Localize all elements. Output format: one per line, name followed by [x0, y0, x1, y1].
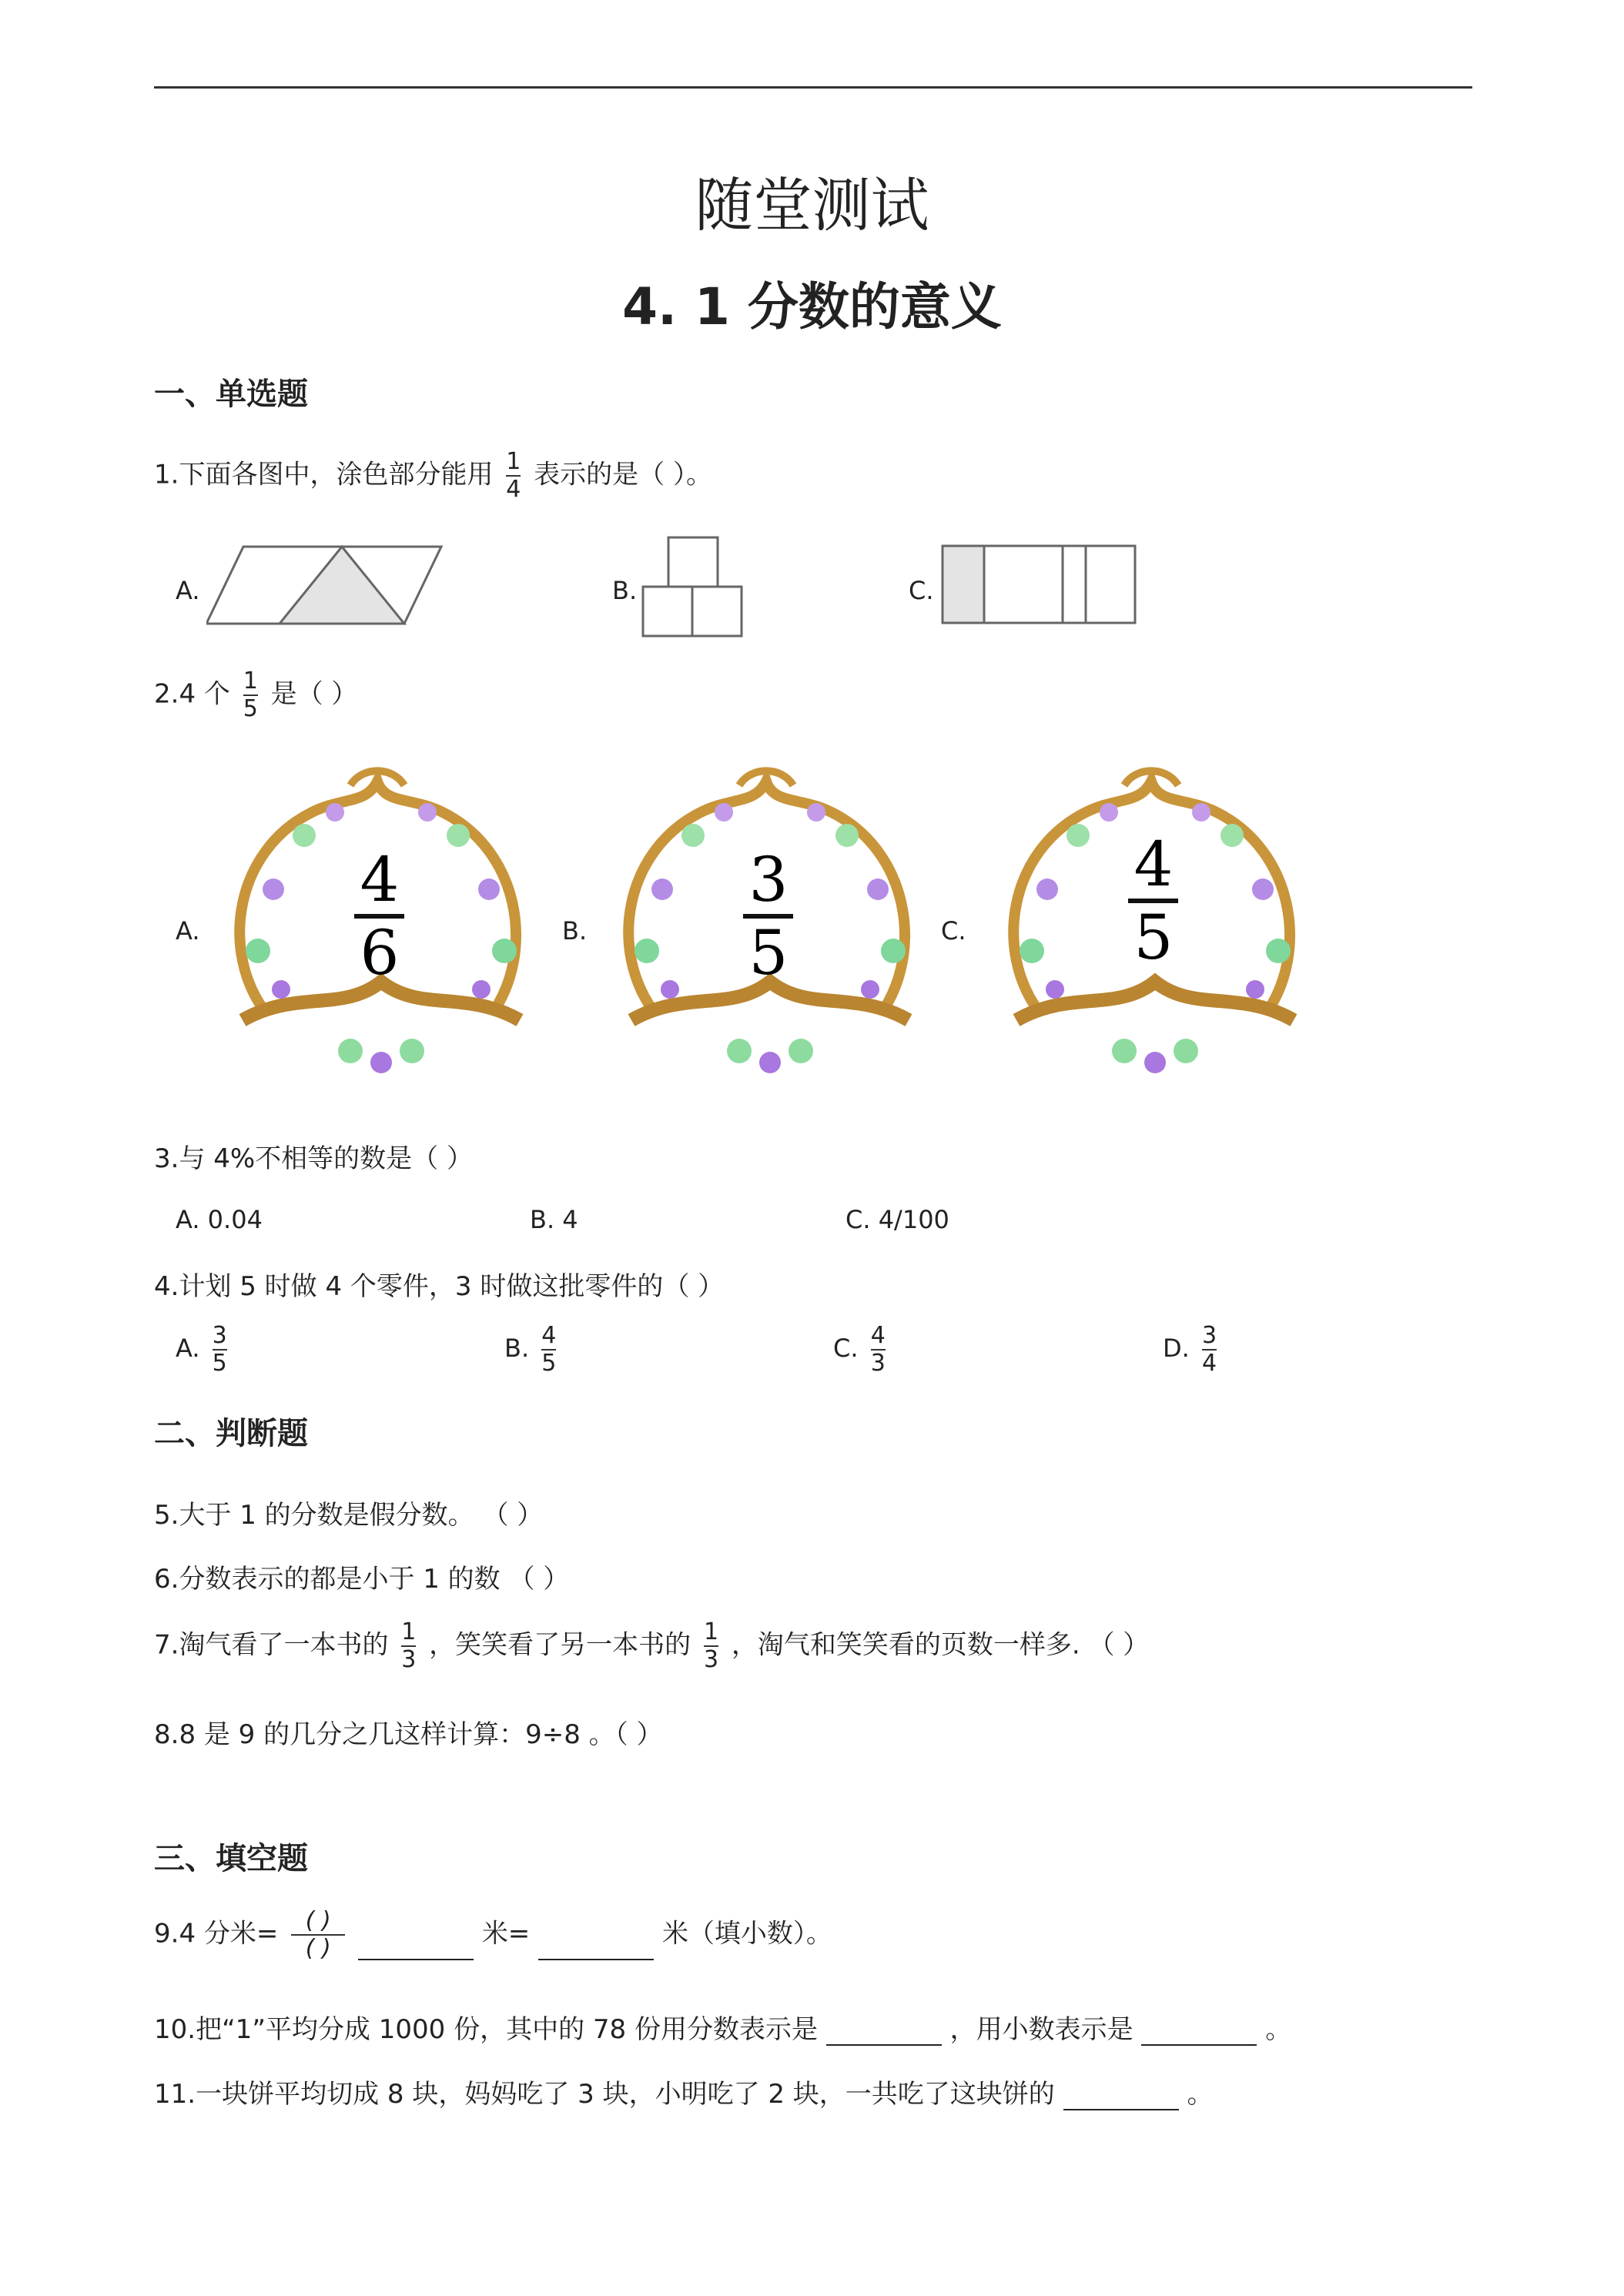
answer-blank[interactable] [358, 1936, 474, 1960]
header-rule [154, 86, 1472, 89]
question-11-text-1: 11.一块饼平均切成 8 块，妈妈吃了 3 块，小明吃了 2 块，一共吃了这块饼的 [154, 2079, 1055, 2110]
question-2 [154, 670, 357, 721]
question-8: 8.8 是 9 的几分之几这样计算：9÷8 。（ ） [154, 1719, 663, 1750]
question-1-suffix: 表示的是（ ）。 [534, 459, 712, 490]
question-2-fraction [243, 670, 258, 721]
question-9-text-2: 米= [481, 1918, 531, 1950]
fraction-denominator: 4 [506, 476, 521, 503]
q4-option-b[interactable] [504, 1324, 561, 1375]
fraction-denominator: 5 [212, 1350, 227, 1377]
fraction-numerator: 4 [870, 1322, 886, 1349]
question-1-fraction [506, 450, 521, 501]
question-9-text-1: 9.4 分米= [154, 1918, 279, 1950]
question-9-text-3: 米（填小数）。 [661, 1918, 832, 1950]
question-10-text-1: 10.把“1”平均分成 1000 份，其中的 78 份用分数表示是 [154, 2014, 818, 2045]
question-2-prefix: 2.4 个 [154, 678, 230, 710]
fraction-numerator-blank[interactable]: ( ) [305, 1907, 331, 1934]
q4-option-c-label: C. [833, 1334, 859, 1363]
q3-option-a[interactable]: A. 0.04 [176, 1205, 263, 1234]
q4-option-a-fraction [213, 1324, 227, 1375]
question-6: 6.分数表示的都是小于 1 的数 （ ） [154, 1564, 570, 1595]
fraction-numerator: 1 [703, 1618, 719, 1645]
q4-option-d-fraction [1202, 1324, 1217, 1375]
q1-option-c-rectangle-figure [939, 543, 1140, 628]
q4-option-c-fraction [871, 1324, 886, 1375]
q2-option-b-denominator: 5 [748, 917, 789, 989]
q4-option-d-label: D. [1163, 1334, 1190, 1363]
q3-option-c[interactable]: C. 4/100 [845, 1205, 949, 1234]
q1-option-b-squares-figure [639, 535, 747, 643]
fraction-numerator: 1 [401, 1618, 417, 1645]
q2-option-c-denominator: 5 [1133, 902, 1174, 973]
answer-blank[interactable] [1063, 2086, 1179, 2110]
question-7-text-2: ，笑笑看了另一本书的 [429, 1629, 691, 1661]
section-heading-fill-in: 三、填空题 [154, 1840, 308, 1876]
question-1-prefix: 1.下面各图中，涂色部分能用 [154, 459, 494, 490]
question-11 [154, 2073, 1213, 2110]
question-11-text-2: 。 [1187, 2079, 1214, 2110]
answer-blank[interactable] [826, 2021, 942, 2046]
q2-option-a-denominator: 6 [360, 917, 400, 989]
q1-option-a-label[interactable]: A. [176, 576, 200, 605]
q4-option-d[interactable] [1163, 1324, 1221, 1375]
q2-option-b-numerator: 3 [748, 844, 789, 915]
question-10 [154, 2008, 1291, 2046]
q4-option-c[interactable] [833, 1324, 890, 1375]
fraction-numerator: 4 [541, 1322, 557, 1349]
question-3: 3.与 4%不相等的数是（ ） [154, 1143, 473, 1174]
answer-blank[interactable] [1141, 2021, 1257, 2046]
question-7-fraction-1 [401, 1618, 417, 1673]
question-2-suffix: 是（ ） [270, 678, 358, 710]
question-9-fraction-blank[interactable] [291, 1909, 345, 1960]
q2-option-a-floral-frame-image [212, 758, 551, 1089]
q2-option-a-label[interactable]: A. [176, 916, 200, 946]
question-9 [154, 1909, 832, 1960]
q4-option-b-fraction [541, 1324, 556, 1375]
q2-option-b-floral-frame-image [601, 758, 939, 1089]
question-7-text-3: ，淘气和笑笑看的页数一样多. （ ） [731, 1629, 1150, 1661]
q2-option-c-label[interactable]: C. [941, 916, 966, 946]
q2-option-b-label[interactable]: B. [562, 916, 588, 946]
fraction-numerator: 1 [506, 448, 521, 475]
question-1 [154, 450, 712, 501]
fraction-denominator: 3 [870, 1350, 886, 1377]
fraction-denominator: 4 [1201, 1350, 1217, 1377]
question-7-text-1: 7.淘气看了一本书的 [154, 1629, 389, 1661]
page-subtitle: 4. 1 分数的意义 [622, 277, 1002, 336]
question-5: 5.大于 1 的分数是假分数。 （ ） [154, 1500, 544, 1531]
fraction-denominator: 3 [401, 1646, 417, 1673]
fraction-denominator-blank[interactable]: ( ) [305, 1935, 331, 1962]
q4-option-a[interactable] [176, 1324, 232, 1375]
fraction-denominator: 5 [243, 695, 258, 722]
q2-option-c-floral-frame-image [986, 758, 1324, 1089]
fraction-numerator: 1 [243, 668, 258, 694]
question-7-fraction-2 [703, 1618, 719, 1673]
q4-option-b-label: B. [504, 1334, 530, 1363]
q2-option-a-numerator: 4 [360, 844, 400, 915]
q1-option-c-label[interactable]: C. [909, 576, 934, 605]
fraction-denominator: 3 [703, 1646, 719, 1673]
q3-option-b[interactable]: B. 4 [530, 1205, 578, 1234]
section-heading-single-choice: 一、单选题 [154, 376, 308, 412]
fraction-denominator: 5 [541, 1350, 557, 1377]
fraction-numerator: 3 [212, 1322, 227, 1349]
question-4: 4.计划 5 时做 4 个零件，3 时做这批零件的（ ） [154, 1271, 725, 1302]
q2-option-c-numerator: 4 [1133, 828, 1174, 900]
answer-blank[interactable] [538, 1936, 654, 1960]
q1-option-a-parallelogram-figure [206, 539, 453, 631]
page-title: 随堂测试 [695, 171, 929, 239]
question-10-text-3: 。 [1265, 2014, 1292, 2045]
section-heading-true-false: 二、判断题 [154, 1415, 308, 1451]
fraction-numerator: 3 [1201, 1322, 1217, 1349]
q4-option-a-label: A. [176, 1334, 200, 1363]
question-10-text-2: ，用小数表示是 [949, 2014, 1133, 2045]
question-7 [154, 1618, 1150, 1673]
q1-option-b-label[interactable]: B. [612, 576, 638, 605]
